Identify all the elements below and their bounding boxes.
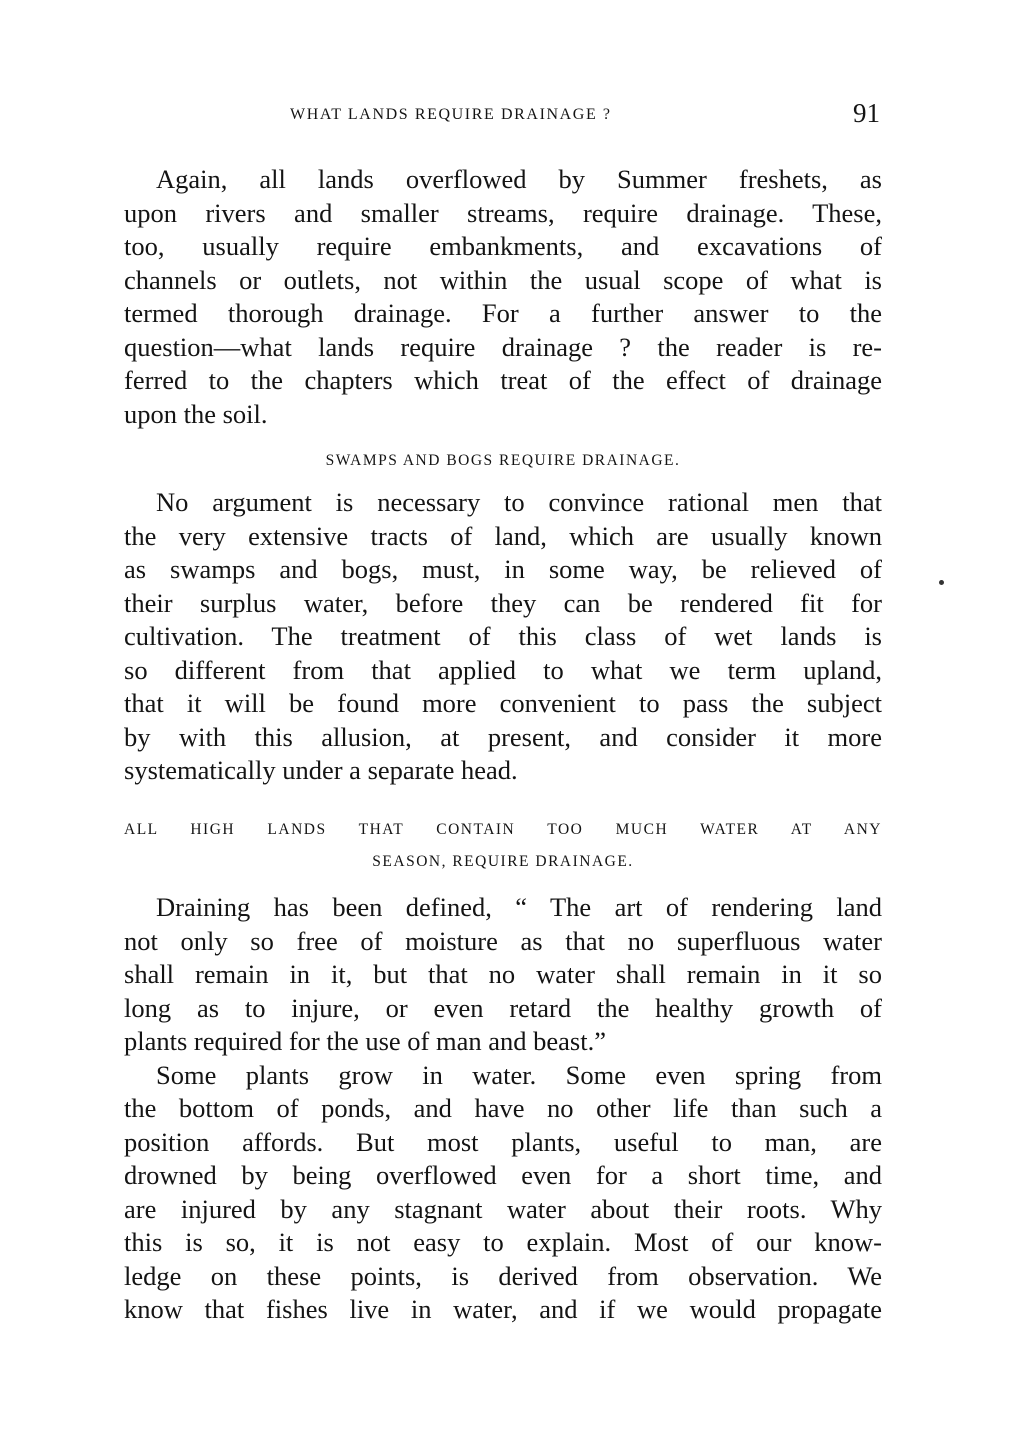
paragraph-2-line: the very extensive tracts of land, which are usually known xyxy=(124,521,882,551)
paragraph-2-line: as swamps and bogs, must, in some way, be relieved of xyxy=(124,554,882,584)
section-heading-high-lands-cont: SEASON, REQUIRE DRAINAGE. xyxy=(372,853,634,870)
paragraph-3-line: not only so free of moisture as that no superfluous water xyxy=(124,926,882,956)
paragraph-3-line: Draining has been defined, “ The art of rendering land xyxy=(156,892,882,922)
paragraph-2-line: systematically under a separate head. xyxy=(124,755,518,785)
print-speck xyxy=(939,580,944,585)
paragraph-4-line: the bottom of ponds, and have no other life than such a xyxy=(124,1093,882,1123)
paragraph-1-line: question—what lands require drainage ? the reader is re- xyxy=(124,332,882,362)
paragraph-2-line: that it will be found more convenient to pass the subject xyxy=(124,688,882,718)
paragraph-3-line: shall remain in it, but that no water shall remain in it so xyxy=(124,959,882,989)
paragraph-1-line: too, usually require embankments, and excavations of xyxy=(124,231,882,261)
paragraph-4-line: Some plants grow in water. Some even spring from xyxy=(156,1060,882,1090)
section-heading-swamps: SWAMPS AND BOGS REQUIRE DRAINAGE. xyxy=(325,452,681,469)
page-number: 91 xyxy=(853,98,880,128)
paragraph-3-line: long as to injure, or even retard the healthy growth of xyxy=(124,993,882,1023)
paragraph-1-line: termed thorough drainage. For a further answer to the xyxy=(124,298,882,328)
running-head xyxy=(124,98,882,132)
paragraph-4-line: ledge on these points, is derived from observation. We xyxy=(124,1261,882,1291)
paragraph-2-line: so different from that applied to what we term upland, xyxy=(124,655,882,685)
paragraph-1-line: Again, all lands overflowed by Summer freshets, as xyxy=(156,164,882,194)
paragraph-3-line: plants required for the use of man and beast.” xyxy=(124,1026,606,1056)
running-title: WHAT LANDS REQUIRE DRAINAGE ? xyxy=(290,106,612,123)
paragraph-4-line: position affords. But most plants, useful to man, are xyxy=(124,1127,882,1157)
paragraph-1-line: ferred to the chapters which treat of the effect of drainage xyxy=(124,365,882,395)
paragraph-1-line: channels or outlets, not within the usual scope of what is xyxy=(124,265,882,295)
paragraph-2-line: by with this allusion, at present, and consider it more xyxy=(124,722,882,752)
paragraph-1-line: upon rivers and smaller streams, require drainage. These, xyxy=(124,198,882,228)
section-heading-high-lands: ALL HIGH LANDS THAT CONTAIN TOO MUCH WATER AT ANY xyxy=(124,821,882,838)
paragraph-2-line: their surplus water, before they can be rendered fit for xyxy=(124,588,882,618)
paragraph-4-line: are injured by any stagnant water about their roots. Why xyxy=(124,1194,882,1224)
paragraph-2-line: No argument is necessary to convince rational men that xyxy=(156,487,882,517)
paragraph-2-line: cultivation. The treatment of this class of wet lands is xyxy=(124,621,882,651)
paragraph-1-line: upon the soil. xyxy=(124,399,268,429)
paragraph-4-line: drowned by being overflowed even for a short time, and xyxy=(124,1160,882,1190)
paragraph-4-line: know that fishes live in water, and if we would propagate xyxy=(124,1294,882,1324)
paragraph-4-line: this is so, it is not easy to explain. Most of our know- xyxy=(124,1227,882,1257)
